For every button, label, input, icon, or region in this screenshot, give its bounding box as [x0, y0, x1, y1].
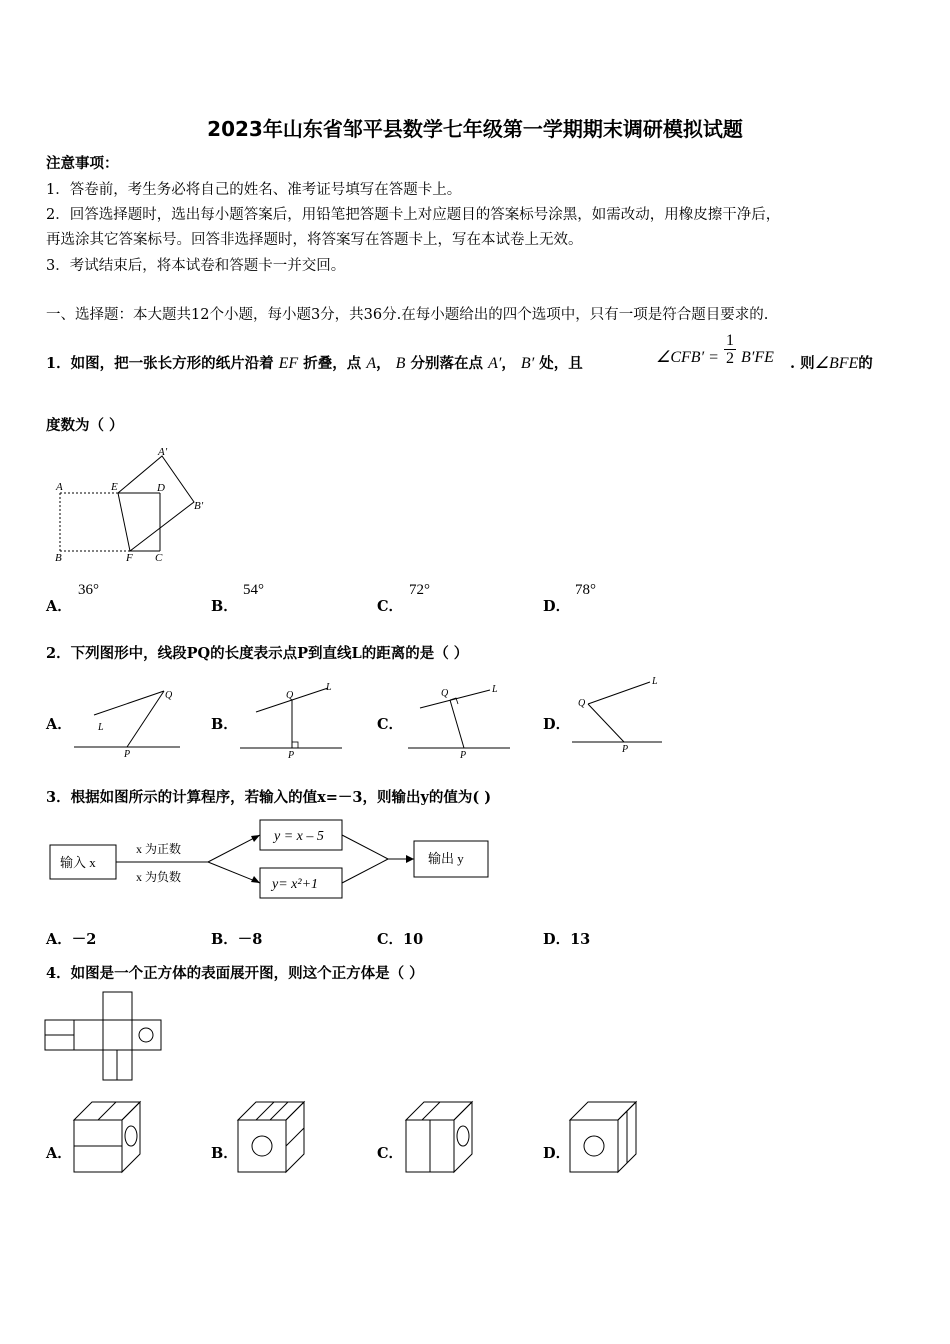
- q2a-label-p: P: [124, 749, 131, 757]
- q1-text-4: 处，且: [539, 355, 583, 372]
- q1-b-prime: B′: [520, 355, 535, 372]
- q1-comma-1: ，: [376, 355, 391, 372]
- section-heading: 一、选择题：本大题共12个小题，每小题3分，共36分.在每小题给出的四个选项中，只有一项是符合题目要求的.: [46, 307, 769, 323]
- q3-option-d-value: 13: [570, 931, 591, 948]
- q1-ef: EF: [278, 355, 299, 372]
- q1-b: B: [395, 355, 406, 372]
- q2-option-c-label[interactable]: C．: [377, 716, 404, 733]
- q2d-label-q: Q: [578, 698, 586, 709]
- q4-cube-d: [568, 1100, 640, 1174]
- q1-option-c-value: 72°: [409, 582, 430, 598]
- q2d-label-l: L: [652, 676, 658, 687]
- q1-fig-label-c: C: [155, 552, 163, 564]
- q1-option-b-label[interactable]: B．: [211, 598, 238, 615]
- q1-fig-label-b-prime: B′: [194, 500, 204, 512]
- notes-heading: 注意事项：: [46, 155, 119, 172]
- q2-option-a-label[interactable]: A．: [46, 716, 72, 733]
- q2-option-d-label[interactable]: D．: [543, 716, 571, 733]
- q1-text-3: 分别落在点: [410, 355, 484, 372]
- q1-fig-label-a: A: [56, 481, 63, 493]
- q4-cube-a: [72, 1100, 144, 1174]
- q4-option-a-label[interactable]: A．: [46, 1145, 72, 1162]
- q1-frac-den: 2: [725, 350, 734, 367]
- q1-text-2: 折叠，点: [303, 355, 362, 372]
- q2a-label-l: L: [98, 722, 104, 733]
- q4-cube-c: [404, 1100, 476, 1174]
- note-2a: 2．回答选择题时，选出每小题答案后，用铅笔把答题卡上对应题目的答案标号涂黑，如需改动，用橡皮擦干净后，: [46, 207, 781, 223]
- q1-option-b-value: 54°: [243, 582, 264, 598]
- note-2b: 再选涂其它答案标号。回答非选择题时，将答案写在答题卡上，写在本试卷上无效。: [46, 232, 583, 248]
- q2c-label-q: Q: [441, 688, 449, 699]
- q1-text-1: 1．如图，把一张长方形的纸片沿着: [46, 355, 274, 372]
- q4-stem: 4．如图是一个正方体的表面展开图，则这个正方体是（ ）: [46, 965, 424, 982]
- q1-a-prime: A′: [488, 355, 502, 372]
- q1-stem-2: 度数为（ ）: [46, 417, 124, 434]
- q4-net-figure: [44, 990, 164, 1084]
- q3-box2: y= x²+1: [272, 877, 319, 892]
- q1-option-c-label[interactable]: C．: [377, 598, 404, 615]
- q2-figure-a: [72, 685, 184, 757]
- q3-flowchart: [48, 815, 498, 900]
- q3-stem: 3．根据如图所示的计算程序，若输入的值x=－3，则输出y的值为( ): [46, 789, 492, 806]
- q3-box1: y = x – 5: [274, 829, 324, 844]
- q1-eq-left: ∠CFB′ =: [656, 349, 719, 366]
- q3-option-d-label: D．: [543, 931, 571, 948]
- q1-fig-label-b: B: [55, 552, 62, 564]
- q3-option-a[interactable]: [46, 928, 96, 949]
- q1-angle: ∠BFE: [814, 355, 859, 372]
- q2a-label-q: Q: [165, 690, 173, 701]
- q2-figure-b: [236, 678, 348, 758]
- q1-option-a-label[interactable]: A．: [46, 598, 72, 615]
- q3-output-box: 输出 y: [428, 851, 464, 866]
- q1-eq-right: B′FE: [741, 349, 774, 366]
- q1-comma-2: ，: [501, 355, 516, 372]
- q3-neg-label: x 为负数: [136, 870, 182, 884]
- q2b-label-q: Q: [286, 690, 294, 701]
- q1-a: A: [366, 355, 377, 372]
- q3-option-d[interactable]: [543, 928, 590, 949]
- q2-stem: 2．下列图形中，线段PQ的长度表示点P到直线L的距离的是（ ）: [46, 645, 469, 662]
- q2b-label-p: P: [288, 750, 295, 758]
- page-title: 2023年山东省邹平县数学七年级第一学期期末调研模拟试题: [207, 117, 743, 141]
- note-1: 1．答卷前，考生务必将自己的姓名、准考证号填写在答题卡上。: [46, 182, 462, 198]
- q1-fig-label-e: E: [111, 481, 118, 493]
- q1-text-6: 的: [858, 355, 873, 372]
- q4-cube-b: [236, 1100, 308, 1174]
- q1-fig-label-a-prime: A′: [158, 446, 168, 458]
- q4-option-b-label[interactable]: B．: [211, 1145, 238, 1162]
- q3-option-c-value: 10: [403, 931, 424, 948]
- q4-option-c-label[interactable]: C．: [377, 1145, 404, 1162]
- q1-equation: [656, 332, 774, 367]
- q3-option-c[interactable]: [377, 928, 423, 949]
- q1-option-d-label[interactable]: D．: [543, 598, 571, 615]
- q1-stem-tail: [790, 352, 873, 373]
- q3-option-b-label: B．: [211, 931, 238, 948]
- q1-text-5: . 则: [790, 355, 815, 372]
- q1-frac-num: 1: [725, 332, 734, 349]
- q3-option-b-value: －8: [237, 931, 263, 948]
- q2c-label-p: P: [460, 750, 467, 758]
- q2-option-b-label[interactable]: B．: [211, 716, 238, 733]
- q1-option-d-value: 78°: [575, 582, 596, 598]
- q2d-label-p: P: [622, 744, 629, 755]
- q2b-label-l: L: [326, 682, 332, 693]
- q3-option-b[interactable]: [211, 928, 262, 949]
- q1-figure: [50, 440, 220, 570]
- q1-stem: [46, 352, 583, 373]
- q2c-label-l: L: [492, 684, 498, 695]
- q3-input-box: 输入 x: [60, 855, 96, 870]
- note-3: 3．考试结束后，将本试卷和答题卡一并交回。: [46, 258, 346, 274]
- q3-option-a-label: A．: [46, 931, 72, 948]
- q2-figure-c: [404, 678, 516, 758]
- q1-fraction: [724, 332, 736, 367]
- q3-option-a-value: －2: [71, 931, 97, 948]
- q2-figure-d: [568, 672, 668, 758]
- q4-option-d-label[interactable]: D．: [543, 1145, 571, 1162]
- q1-fig-label-d: D: [157, 482, 165, 494]
- q1-fig-label-f: F: [126, 552, 133, 564]
- q3-pos-label: x 为正数: [136, 842, 182, 856]
- q1-option-a-value: 36°: [78, 582, 99, 598]
- q3-option-c-label: C．: [377, 931, 404, 948]
